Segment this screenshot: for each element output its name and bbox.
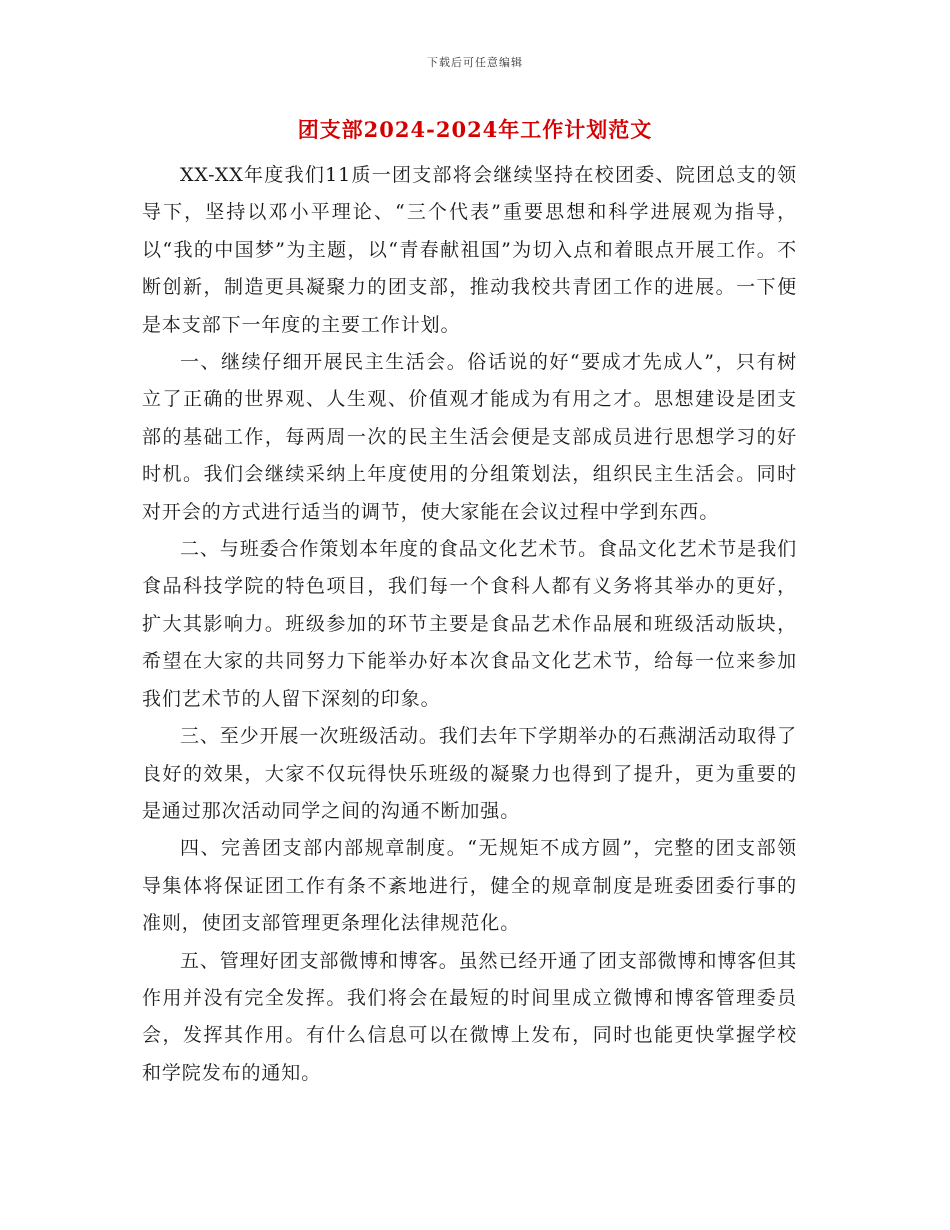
document-body <box>142 157 797 1092</box>
paragraph-item-3: 三、至少开展一次班级活动。我们去年下学期举办的石燕湖活动取得了良好的效果，大家不仅玩得快乐班级的凝聚力也得到了提升，更为重要的是通过那次活动同学之间的沟通不断加强。 <box>142 725 797 822</box>
document-title: 团支部2024-2024年工作计划范文 <box>297 117 653 142</box>
paragraph-item-5: 五、管理好团支部微博和博客。虽然已经开通了团支部微博和博客但其作用并没有完全发挥。我们将会在最短的时间里成立微博和博客管理委员会，发挥其作用。有什么信息可以在微博上发布，同时也能更快掌握学校和学院发布的通知。 <box>142 949 797 1084</box>
paragraph-item-2: 二、与班委合作策划本年度的食品文化艺术节。食品文化艺术节是我们食品科技学院的特色项目，我们每一个食科人都有义务将其举办的更好，扩大其影响力。班级参加的环节主要是食品艺术作品展和班级活动版块，希望在大家的共同努力下能举办好本次食品文化艺术节，给每一位来参加我们艺术节的人留下深刻的印象。 <box>142 538 797 710</box>
header-note: 下载后可任意编辑 <box>427 56 523 69</box>
paragraph-item-4: 四、完善团支部内部规章制度。“无规矩不成方圆”，完整的团支部领导集体将保证团工作有条不紊地进行，健全的规章制度是班委团委行事的准则，使团支部管理更条理化法律规范化。 <box>142 837 797 935</box>
paragraph-item-1: 一、继续仔细开展民主生活会。俗话说的好“要成才先成人”，只有树立了正确的世界观、人生观、价值观才能成为有用之才。思想建设是团支部的基础工作，每两周一次的民主生活会便是支部成员进行思想学习的好时机。我们会继续采纳上年度使用的分组策划法，组织民主生活会。同时对开会的方式进行适当的调节，使大家能在会议过程中学到东西。 <box>142 351 797 523</box>
paragraph-intro: XX-XX年度我们11质一团支部将会继续坚持在校团委、院团总支的领导下，坚持以邓小平理论、“三个代表”重要思想和科学进展观为指导，以“我的中国梦”为主题，以“青春献祖国”为切入点和着眼点开展工作。不断创新，制造更具凝聚力的团支部，推动我校共青团工作的进展。一下便是本支部下一年度的主要工作计划。 <box>142 164 797 336</box>
